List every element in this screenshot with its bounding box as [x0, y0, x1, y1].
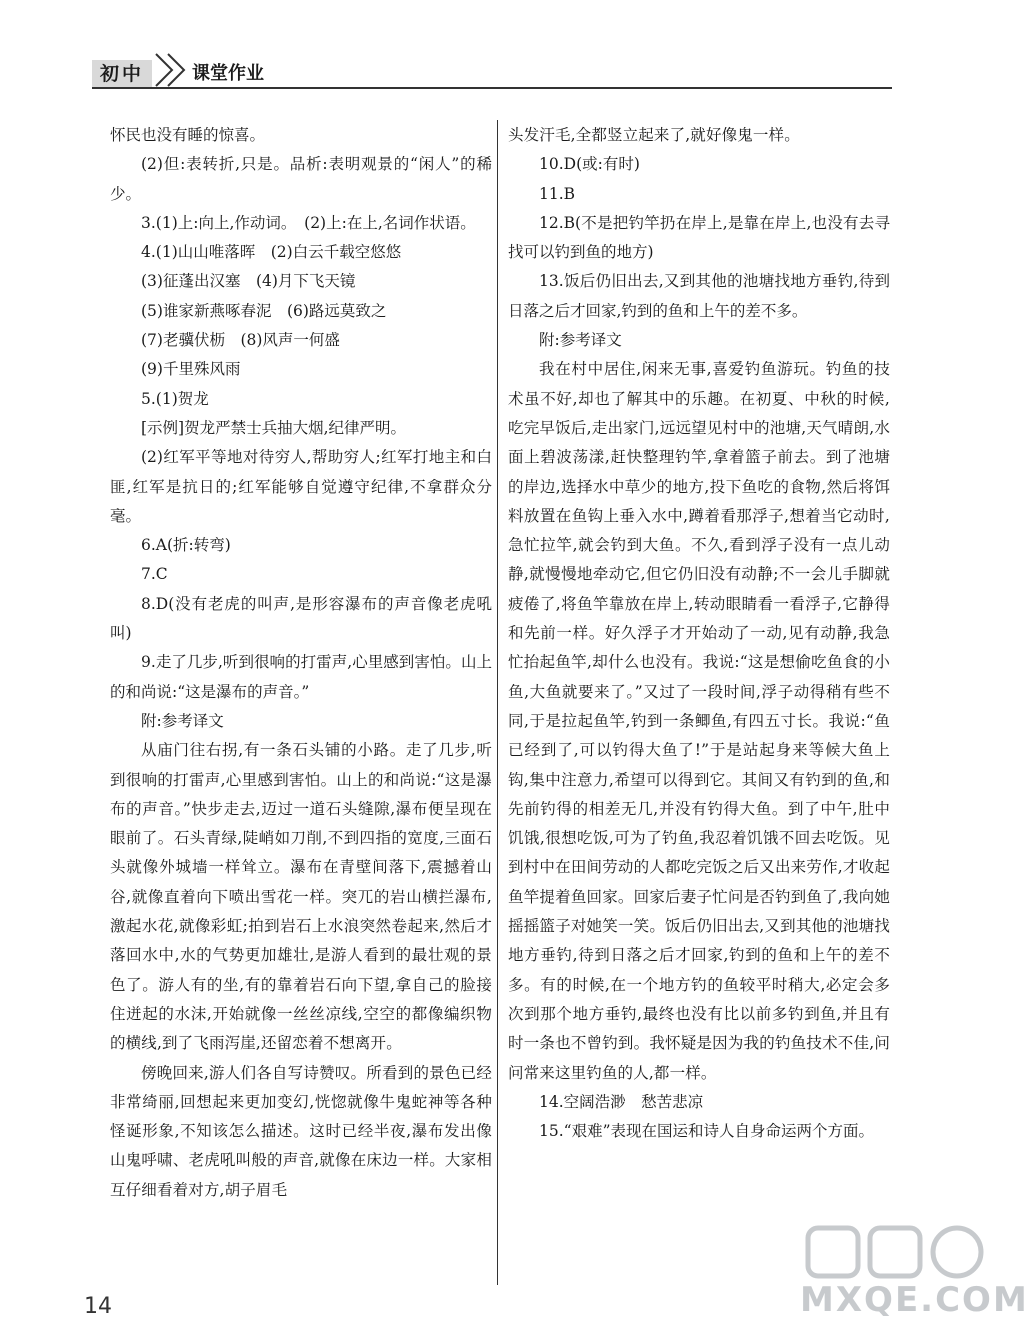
translation-paragraph: 我在村中居住,闲来无事,喜爱钓鱼游玩。钓鱼的技术虽不好,却也了解其中的乐趣。在初夏、中秋的时候,吃完早饭后,走出家门,远远望见村中的池塘,天气晴朗,水面上碧波荡漾,赶快整理钓竿,拿着篮子前去。到了池塘的岸边,选择水中草少的地方,投下鱼吃的食物,然后将饵料放置在鱼钩上垂入水中,蹲着看那浮子,想着当它动时,急忙拉竿,就会钓到大鱼。不久,看到浮子没有一点儿动静,就慢慢地牵动它,但它仍旧没有动静;不一会儿手脚就疲倦了,将鱼竿靠放在岸上,转动眼睛看一看浮子,它静得和先前一样。好久浮子才开始动了一动,见有动静,我急忙抬起鱼竿,却什么也没有。我说:“这是想偷吃鱼食的小鱼,大鱼就要来了。”又过了一段时间,浮子动得稍有些不同,于是拉起鱼竿,钓到一条鲫鱼,有四五寸长。我说:“鱼已经到了,可以钓得大鱼了!”于是站起身来等候大鱼上钩,集中注意力,希望可以得到它。其间又有钓到的鱼,和先前钓得的相差无几,并没有钓得大鱼。到了中午,肚中饥饿,很想吃饭,可为了钓鱼,我忍着饥饿不回去吃饭。见到村中在田间劳动的人都吃完饭之后又出来劳作,才收起鱼竿提着鱼回家。回家后妻子忙问是否钓到鱼了,我向她摇摇篮子对她笑一笑。饭后仍旧出去,又到其他的池塘找地方垂钓,待到日落之后才回家,钓到的鱼和上午的差不多。有的时候,在一个地方钓的鱼较平时稍大,必定会多次到那个地方垂钓,最终也没有比以前多钓到鱼,并且有时一条也不曾钓到。我怀疑是因为我的钓鱼技术不佳,问问常来这里钓鱼的人,都一样。 [508, 360, 890, 1082]
series-title: 课堂作业 [192, 63, 264, 84]
page-header [92, 50, 892, 88]
page-number: 14 [84, 1294, 112, 1319]
header-rule [92, 87, 892, 89]
answer-line: (7)老骥伏枥 (8)风声一何盛 [141, 331, 340, 350]
answer-line: [示例]贺龙严禁士兵抽大烟,纪律严明。 [141, 418, 407, 437]
watermark-logo-mark [800, 1222, 990, 1282]
watermark-logo [800, 1222, 1029, 1332]
answer-line: (3)征蓬出汉塞 (4)月下飞天镜 [141, 272, 356, 291]
answer-line: 8.D(没有老虎的叫声,是形容瀑布的声音像老虎吼叫) [110, 594, 492, 643]
translation-heading: 附:参考译文 [141, 711, 224, 730]
answer-line: 10.D(或:有时) [539, 155, 640, 174]
answer-line: 5.(1)贺龙 [141, 389, 209, 408]
answer-line: 4.(1)山山唯落晖 (2)白云千载空悠悠 [141, 243, 402, 262]
answer-line: 14.空阔浩渺 愁苦悲凉 [539, 1092, 704, 1111]
left-column [110, 121, 492, 1205]
answer-line: 11.B [539, 184, 576, 203]
translation-heading: 附:参考译文 [539, 331, 622, 350]
answer-line: (5)谁家新燕啄春泥 (6)路远莫致之 [141, 301, 387, 320]
answer-line: 15.“艰难”表现在国运和诗人自身命运两个方面。 [539, 1122, 874, 1141]
translation-paragraph: 从庙门往右拐,有一条石头铺的小路。走了几步,听到很响的打雷声,心里感到害怕。山上的和尚说:“这是瀑布的声音。”快步走去,迈过一道石头缝隙,瀑布便呈现在眼前了。石头青绿,陡峭如刀削,不到四指的宽度,三面石头就像外城墙一样耸立。瀑布在青壁间落下,震撼着山谷,就像直着向下喷出雪花一样。突兀的岩山横拦瀑布,激起水花,就像彩虹;拍到岩石上水浪突然卷起来,然后才落回水中,水的气势更加雄壮,是游人看到的最壮观的景色了。游人有的坐,有的靠着岩石向下望,拿自己的脸接住迸起的水沫,开始就像一丝丝凉线,空空的都像编织物的横线,到了飞雨泻崖,还留恋着不想离开。 [110, 741, 492, 1053]
answer-line: 7.C [141, 565, 168, 584]
column-divider [497, 120, 498, 1285]
answer-line: 12.B(不是把钓竿扔在岸上,是靠在岸上,也没有去寻找可以钓到鱼的地方) [508, 213, 890, 262]
answer-line: (9)千里殊风雨 [141, 360, 241, 379]
answer-line: (2)红军平等地对待穷人,帮助穷人;红军打地主和白匪,红军是抗日的;红军能够自觉遵守纪律,不拿群众分毫。 [110, 448, 492, 525]
answer-line: 6.A(折:转弯) [141, 536, 231, 555]
answer-line: 13.饭后仍旧出去,又到其他的池塘找地方垂钓,待到日落之后才回家,钓到的鱼和上午的差不多。 [508, 272, 890, 320]
translation-continuation: 头发汗毛,全都竖立起来了,就好像鬼一样。 [508, 126, 800, 144]
answer-line: 怀民也没有睡的惊喜。 [110, 126, 266, 144]
translation-paragraph: 傍晚回来,游人们各自写诗赞叹。所看到的景色已经非常绮丽,回想起来更加变幻,恍惚就像牛鬼蛇神等各种怪诞形象,不知该怎么描述。这时已经半夜,瀑布发出像山鬼呼啸、老虎吼叫般的声音,就像在床边一样。大家相互仔细看着对方,胡子眉毛 [110, 1063, 492, 1199]
right-column [508, 121, 890, 1146]
answer-line: 3.(1)上:向上,作动词。 (2)上:在上,名词作状语。 [141, 213, 476, 232]
answer-line: (2)但:表转折,只是。品析:表明观景的“闲人”的稀少。 [110, 155, 492, 203]
watermark-site: MXQE.COM [800, 1280, 1029, 1320]
answer-line: 9.走了几步,听到很响的打雷声,心里感到害怕。山上的和尚说:“这是瀑布的声音。” [110, 653, 492, 701]
level-tag: 初中 [92, 60, 152, 88]
